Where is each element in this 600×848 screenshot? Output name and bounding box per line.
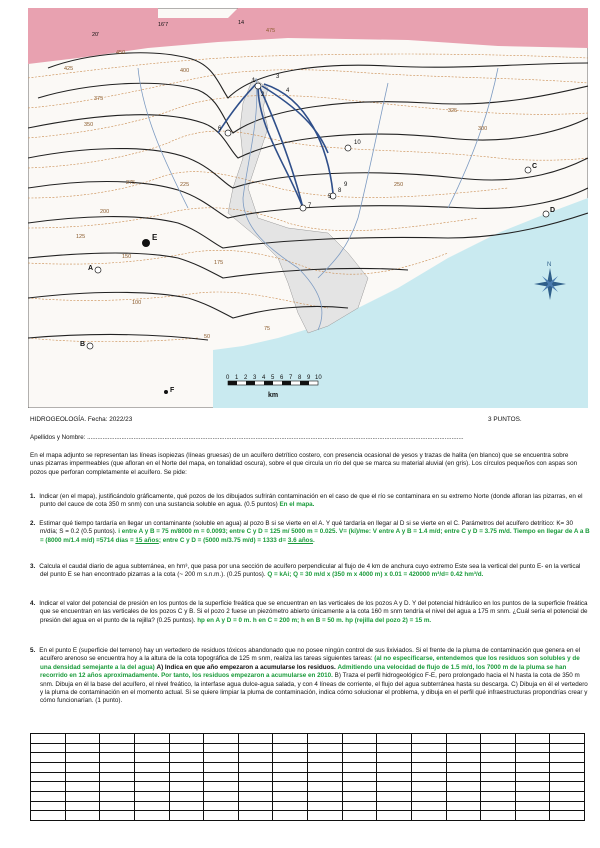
scale-tick-1: 1 (235, 375, 239, 381)
grid-cell[interactable] (134, 791, 169, 801)
label-contour-125: 125 (76, 234, 86, 240)
label-contour-375: 375 (94, 96, 104, 102)
grid-cell[interactable] (342, 801, 377, 811)
label-well-8: 8 (338, 188, 342, 194)
grid-cell[interactable] (515, 734, 550, 744)
grid-cell[interactable] (377, 762, 412, 772)
grid-cell[interactable] (446, 801, 481, 811)
well-1 (255, 83, 261, 89)
point-F (164, 390, 168, 394)
grid-cell[interactable] (515, 782, 550, 792)
label-contour-225: 225 (180, 182, 190, 188)
label-contour-75: 75 (264, 326, 271, 332)
grid-row (31, 782, 585, 792)
label-well-A: A (88, 265, 94, 272)
grid-cell[interactable] (515, 762, 550, 772)
label-point-20: 20' (92, 32, 100, 38)
grid-cell[interactable] (273, 801, 308, 811)
well-6 (225, 130, 231, 136)
grid-cell[interactable] (273, 762, 308, 772)
grid-cell[interactable] (273, 772, 308, 782)
grid-cell[interactable] (65, 791, 100, 801)
grid-cell[interactable] (100, 762, 135, 772)
label-well-6: 6 (218, 126, 222, 132)
grid-cell[interactable] (446, 772, 481, 782)
question-4-text: Indicar el valor del potencial de presión en los puntos de la superficie freática que se encuentran en las verticales de los pozos A y D. Y del potencial hidráulico en los puntos de la superficie freática que se encuentran en las verticales de los pozos C y B. Si el pozo 2 fuese un piezómetro abierto únicamente a la cota 160 m snm tendría el nivel del agua a 175 m snm. ¿Cuál sería el potencial de presión del agua en el punto de la rejilla? (0.25 puntos). (39, 600, 588, 624)
label-contour-175: 175 (214, 260, 224, 266)
grid-cell[interactable] (446, 743, 481, 753)
grid-cell[interactable] (515, 801, 550, 811)
grid-row (31, 762, 585, 772)
question-1-text: Indicar (en el mapa), justificándolo gráficamente, qué pozos de los dibujados sufrirán contaminación en el caso de que el río se contaminara en su extremo Norte (donde afloran las pizarras, en el punto del cauce de cota 350 m snm) con una sustancia soluble en agua. (0.5 puntos) (39, 493, 583, 509)
grid-cell[interactable] (65, 734, 100, 744)
profile-grid[interactable] (30, 733, 585, 821)
grid-row (31, 791, 585, 801)
point-E (142, 239, 150, 247)
grid-cell[interactable] (342, 772, 377, 782)
label-well-4: 4 (286, 88, 290, 94)
grid-cell[interactable] (65, 801, 100, 811)
grid-cell[interactable] (377, 734, 412, 744)
grid-cell[interactable] (204, 734, 239, 744)
label-point-F: F (170, 387, 175, 394)
label-contour-425: 425 (64, 66, 74, 72)
question-1-number: 1. (30, 493, 36, 500)
grid-cell[interactable] (31, 782, 66, 792)
grid-cell[interactable] (134, 801, 169, 811)
question-5-part-a: A) Indica en que año empezaron a acumularse los residuos. (156, 663, 336, 671)
grid-row (31, 734, 585, 744)
grid-cell[interactable] (515, 772, 550, 782)
grid-cell[interactable] (550, 791, 585, 801)
scale-tick-8: 8 (298, 375, 302, 381)
grid-cell[interactable] (134, 743, 169, 753)
grid-cell[interactable] (481, 782, 516, 792)
grid-cell[interactable] (550, 743, 585, 753)
grid-cell[interactable] (411, 782, 446, 792)
grid-cell[interactable] (100, 753, 135, 763)
points-header: 3 PUNTOS. (488, 416, 522, 423)
grid-cell[interactable] (308, 791, 343, 801)
intro-paragraph: En el mapa adjunto se representan las líneas isopiezas (líneas gruesas) de un acuífero detrítico costero, con presencia ocasional de yesos y trazas de halita (en blanco) que se encuentra sobre unas pizarras impermeables (que afloran en el Norte del mapa, en tonalidad oscura), sobre el que circula un río del que se marca su material aluvial (en gris). Los círculos pequeños con aspas son pozos que perforan completamente el acuífero. Se pide: (30, 452, 578, 476)
question-1-answer: En el mapa. (279, 501, 315, 509)
grid-cell[interactable] (377, 743, 412, 753)
grid-cell[interactable] (446, 782, 481, 792)
grid-cell[interactable] (342, 791, 377, 801)
well-C (525, 167, 531, 173)
question-5-answer-a: Admitiendo una velocidad de flujo de 1.5 m/d, los 7000 m de la pluma se han recorrido en 12 años aproximadamente. Por tanto, los residuos empezaron a acumularse en 2010. (40, 663, 567, 680)
label-contour-450: 450 (116, 50, 126, 56)
label-contour-250: 250 (394, 182, 404, 188)
grid-cell[interactable] (65, 811, 100, 821)
grid-cell[interactable] (308, 782, 343, 792)
grid-cell[interactable] (446, 753, 481, 763)
question-5 (30, 647, 590, 706)
grid-cell[interactable] (515, 791, 550, 801)
question-3-text: Calcula el caudal diario de agua subterránea, en hm³, que pasa por una sección de acuífero perpendicular al flujo de 4 km de anchura cuyo extremo Este sea la vertical del punto E- en la vertical del punto E se han encontrado pizarras a la cota (~ 200 m s.n.m.). (0.25 puntos). (39, 563, 581, 579)
label-point-E: E (152, 233, 158, 242)
scale-tick-10: 10 (315, 375, 322, 381)
scale-tick-2: 2 (244, 375, 248, 381)
grid-cell[interactable] (515, 743, 550, 753)
grid-cell[interactable] (308, 772, 343, 782)
question-2-answer-3-result: 3.6 años (287, 536, 314, 544)
scale-tick-3: 3 (253, 375, 257, 381)
grid-cell[interactable] (134, 782, 169, 792)
scale-unit: km (268, 392, 279, 399)
grid-cell[interactable] (481, 743, 516, 753)
grid-cell[interactable] (169, 772, 204, 782)
question-4 (30, 600, 590, 625)
grid-cell[interactable] (308, 801, 343, 811)
label-contour-200: 200 (100, 209, 110, 215)
grid-cell[interactable] (169, 801, 204, 811)
scale-tick-4: 4 (262, 375, 266, 381)
well-D (543, 211, 549, 217)
grid-cell[interactable] (238, 772, 273, 782)
grid-cell[interactable] (550, 772, 585, 782)
question-2-number: 2. (30, 520, 36, 527)
question-3-number: 3. (30, 563, 36, 570)
well-A (95, 267, 101, 273)
grid-cell[interactable] (308, 811, 343, 821)
label-contour-350: 350 (84, 122, 94, 128)
grid-cell[interactable] (273, 811, 308, 821)
grid-cell[interactable] (100, 782, 135, 792)
grid-cell[interactable] (134, 772, 169, 782)
scale-tick-0: 0 (226, 375, 230, 381)
grid-cell[interactable] (169, 753, 204, 763)
grid-cell[interactable] (342, 782, 377, 792)
question-2-answer-2: V= (ki)/me: V entre A y B = 1.4 m/d; entre C y D = 3.75 m/d. Tiempo en llegar de A a B = (8000 m/1.4 m/d) =5714 días = (40, 528, 590, 544)
grid-cell[interactable] (308, 762, 343, 772)
grid-cell[interactable] (411, 811, 446, 821)
grid-cell[interactable] (204, 772, 239, 782)
grid-cell[interactable] (238, 801, 273, 811)
label-contour-300: 300 (478, 126, 488, 132)
grid-row (31, 801, 585, 811)
grid-cell[interactable] (273, 791, 308, 801)
grid-cell[interactable] (411, 753, 446, 763)
label-well-3: 3 (276, 74, 280, 80)
well-B (87, 343, 93, 349)
grid-cell[interactable] (204, 801, 239, 811)
scale-tick-5: 5 (271, 375, 275, 381)
grid-cell[interactable] (238, 811, 273, 821)
grid-cell[interactable] (550, 801, 585, 811)
grid-cell[interactable] (238, 762, 273, 772)
question-3 (30, 563, 590, 580)
grid-cell[interactable] (204, 782, 239, 792)
grid-cell[interactable] (31, 772, 66, 782)
question-3-answer: Q = kAi; Q = 30 m/d x (350 m x 4000 m) x 0.01 = 420000 m³/d= 0.42 hm³/d. (267, 571, 484, 579)
grid-cell[interactable] (550, 782, 585, 792)
grid-cell[interactable] (446, 791, 481, 801)
question-2-answer-3-end: . (313, 536, 315, 544)
grid-cell[interactable] (411, 801, 446, 811)
grid-cell[interactable] (238, 791, 273, 801)
question-5-part-b: B) Traza el perfil hidrogeológico F-E, pero prolongado hacia el N hasta la cota de 350 m snm. Dibuja en él la base del acuífero, el nivel freático, la interfase agua dulce-agua salada, y con 4 líneas de corriente, el flujo del agua subterránea hasta su descarga. C) Dibuja en él el vertedero y la pluma de contaminación en el momento actual. Si se quiere limpiar la pluma de contaminación, indica cómo solucionar el problema, y dibuja en el perfil qué infraestructuras propondrías crear y cómo funcionarían. (1 punto). (40, 672, 588, 705)
label-contour-150: 150 (122, 254, 132, 260)
label-well-7: 7 (308, 203, 312, 209)
grid-cell[interactable] (100, 772, 135, 782)
question-2 (30, 520, 590, 545)
label-well-C: C (532, 163, 538, 170)
grid-cell[interactable] (481, 791, 516, 801)
hydrogeology-map (28, 8, 588, 408)
grid-cell[interactable] (515, 811, 550, 821)
label-contour-50: 50 (204, 334, 211, 340)
grid-cell[interactable] (342, 762, 377, 772)
grid-cell[interactable] (100, 811, 135, 821)
scale-tick-6: 6 (280, 375, 284, 381)
question-1 (30, 493, 590, 510)
grid-cell[interactable] (31, 753, 66, 763)
grid-cell[interactable] (31, 762, 66, 772)
grid-cell[interactable] (377, 791, 412, 801)
grid-cell[interactable] (134, 734, 169, 744)
label-contour-275: 275 (126, 180, 136, 186)
question-2-answer-3: ; entre C y D = (5000 m/3.75 m/d) = 1333 d= (158, 536, 287, 544)
scale-tick-9: 9 (307, 375, 311, 381)
grid-cell[interactable] (481, 734, 516, 744)
well-10 (345, 145, 351, 151)
grid-cell[interactable] (273, 734, 308, 744)
label-well-1: 1 (252, 78, 256, 84)
grid-cell[interactable] (342, 811, 377, 821)
grid-cell[interactable] (65, 762, 100, 772)
grid-cell[interactable] (550, 762, 585, 772)
question-4-number: 4. (30, 600, 36, 607)
grid-cell[interactable] (273, 753, 308, 763)
grid-cell[interactable] (481, 753, 516, 763)
grid-cell[interactable] (411, 734, 446, 744)
label-point-14: 14 (238, 20, 245, 26)
label-well-9: 9 (344, 182, 348, 188)
grid-cell[interactable] (481, 811, 516, 821)
grid-cell[interactable] (65, 743, 100, 753)
grid-cell[interactable] (65, 753, 100, 763)
grid-cell[interactable] (100, 743, 135, 753)
grid-cell[interactable] (100, 801, 135, 811)
grid-row (31, 753, 585, 763)
north-label: N (547, 262, 552, 268)
grid-cell[interactable] (550, 753, 585, 763)
grid-cell[interactable] (481, 762, 516, 772)
question-2-answer-1: i entre A y B = 75 m/8000 m = 0.0093; entre C y D = 125 m/ 5000 m = 0.025. (118, 528, 338, 536)
grid-cell[interactable] (204, 762, 239, 772)
label-contour-325: 325 (448, 108, 458, 114)
grid-cell[interactable] (169, 811, 204, 821)
question-5-text: En el punto E (superficie del terreno) hay un vertedero de residuos tóxicos abandonado que no posee ningún control de sus lixiviados. Si el frente de la pluma de contaminación que genera en el acuífero arenoso se encuentra hoy a la altura de la cota topográfica de 125 m snm, realiza las tareas siguientes tareas: (39, 647, 581, 663)
grid-cell[interactable] (134, 811, 169, 821)
grid-cell[interactable] (481, 772, 516, 782)
grid-cell[interactable] (550, 734, 585, 744)
grid-cell[interactable] (169, 734, 204, 744)
label-contour-475: 475 (266, 28, 276, 34)
grid-cell[interactable] (238, 743, 273, 753)
grid-cell[interactable] (134, 753, 169, 763)
grid-cell[interactable] (31, 791, 66, 801)
label-contour-100: 100 (132, 300, 142, 306)
grid-cell[interactable] (169, 743, 204, 753)
grid-cell[interactable] (308, 734, 343, 744)
grid-cell[interactable] (65, 782, 100, 792)
grid-row (31, 772, 585, 782)
label-well-D: D (550, 207, 556, 214)
grid-cell[interactable] (342, 753, 377, 763)
grid-cell[interactable] (308, 743, 343, 753)
question-2-text: Estimar qué tiempo tardaría en llegar un contaminante (soluble en agua) al pozo B si se vierte en el A. Y qué tardaría en llegar al D si se vierte en el C. Parámetros del acuífero detrítico: K= 30 m/día; S = 0.2 (0.5 puntos). (39, 520, 573, 536)
grid-cell[interactable] (169, 782, 204, 792)
grid-cell[interactable] (446, 762, 481, 772)
grid-cell[interactable] (273, 743, 308, 753)
grid-cell[interactable] (308, 753, 343, 763)
grid-cell[interactable] (342, 734, 377, 744)
grid-cell[interactable] (377, 782, 412, 792)
grid-cell[interactable] (550, 811, 585, 821)
grid-cell[interactable] (204, 753, 239, 763)
grid-cell[interactable] (515, 753, 550, 763)
grid-cell[interactable] (377, 801, 412, 811)
grid-cell[interactable] (31, 743, 66, 753)
grid-cell[interactable] (204, 791, 239, 801)
grid-cell[interactable] (481, 801, 516, 811)
label-contour-400: 400 (180, 68, 190, 74)
grid-cell[interactable] (100, 791, 135, 801)
grid-cell[interactable] (411, 791, 446, 801)
grid-cell[interactable] (411, 743, 446, 753)
grid-cell[interactable] (31, 734, 66, 744)
grid-cell[interactable] (377, 753, 412, 763)
question-5-number: 5. (30, 647, 36, 654)
label-well-2: 2 (261, 92, 265, 98)
grid-cell[interactable] (134, 762, 169, 772)
name-field[interactable]: Apellidos y Nombre: ........................................................................................................................................................................................................................... (30, 434, 464, 441)
grid-cell[interactable] (377, 772, 412, 782)
grid-cell[interactable] (31, 811, 66, 821)
grid-cell[interactable] (204, 811, 239, 821)
grid-cell[interactable] (377, 811, 412, 821)
grid-cell[interactable] (204, 743, 239, 753)
grid-cell[interactable] (31, 801, 66, 811)
question-5-answer: (al no especificarse, entendemos que los residuos son solubles y de una densidad semejante a la del agua) (40, 655, 580, 671)
grid-cell[interactable] (238, 734, 273, 744)
well-7 (300, 205, 306, 211)
grid-cell[interactable] (411, 762, 446, 772)
question-4-answer: hp en A y D = 0 m. h en C = 200 m; h en B = 50 m. hp (rejilla del pozo 2) = 15 m. (197, 616, 432, 624)
grid-cell[interactable] (273, 782, 308, 792)
grid-cell[interactable] (169, 762, 204, 772)
question-2-answer-2-result: 15 años (135, 536, 159, 544)
label-well-B: B (80, 341, 86, 348)
grid-cell[interactable] (446, 811, 481, 821)
grid-cell[interactable] (238, 753, 273, 763)
grid-cell[interactable] (169, 791, 204, 801)
label-well-10: 10 (354, 140, 361, 146)
grid-cell[interactable] (411, 772, 446, 782)
label-well-5: 5 (328, 194, 332, 200)
grid-cell[interactable] (446, 734, 481, 744)
grid-cell[interactable] (100, 734, 135, 744)
grid-cell[interactable] (65, 772, 100, 782)
grid-row (31, 811, 585, 821)
course-header: HIDROGEOLOGÍA. Fecha: 2022/23 (30, 416, 133, 423)
grid-row (31, 743, 585, 753)
grid-cell[interactable] (238, 782, 273, 792)
grid-cell[interactable] (342, 743, 377, 753)
scale-tick-7: 7 (289, 375, 293, 381)
label-point-167: 16'7 (158, 22, 169, 28)
